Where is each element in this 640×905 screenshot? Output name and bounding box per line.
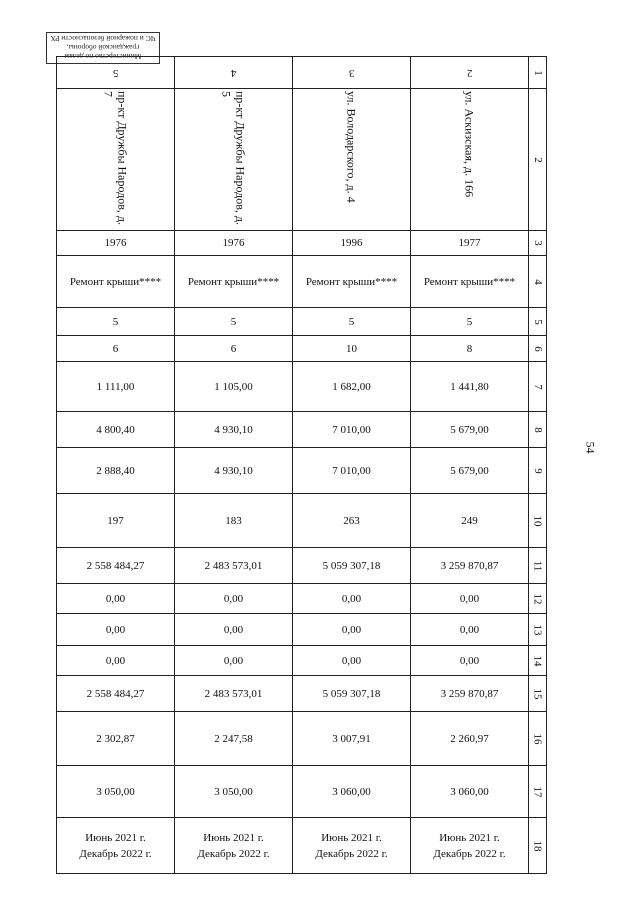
- row-number-cell: 15: [529, 676, 547, 712]
- value-cell: 3 060,00: [293, 766, 411, 818]
- main-table: [56, 56, 547, 874]
- value-cell: 4 930,10: [175, 412, 293, 448]
- table-row: [57, 494, 547, 548]
- page-number: 54: [583, 441, 598, 454]
- end-date: Декабрь 2022 г.: [79, 847, 152, 860]
- table-row: [57, 448, 547, 494]
- value-cell: 3 259 870,87: [411, 676, 529, 712]
- value-cell: 2 247,58: [175, 712, 293, 766]
- value-cell: 6: [57, 336, 175, 362]
- row-number-cell: 9: [529, 448, 547, 494]
- table-row: [57, 766, 547, 818]
- work-type-cell: Ремонт крыши****: [175, 256, 293, 308]
- value-cell: 4 930,10: [175, 448, 293, 494]
- row-number-cell: 17: [529, 766, 547, 818]
- stamp-line: Министерство по делам: [64, 52, 142, 61]
- value-cell: 1 105,00: [175, 362, 293, 412]
- start-date: Июнь 2021 г.: [203, 831, 264, 844]
- value-cell: 263: [293, 494, 411, 548]
- value-cell: 5: [293, 308, 411, 336]
- value-cell: 5 059 307,18: [293, 676, 411, 712]
- year-cell: 1976: [57, 231, 175, 256]
- value-cell: 3 050,00: [57, 766, 175, 818]
- row-number-cell: 5: [529, 308, 547, 336]
- value-cell: 2 558 484,27: [57, 676, 175, 712]
- value-cell: 5 679,00: [411, 448, 529, 494]
- work-type-cell: Ремонт крыши****: [411, 256, 529, 308]
- value-cell: 0,00: [411, 646, 529, 676]
- value-cell: 7 010,00: [293, 412, 411, 448]
- table-row: [57, 231, 547, 256]
- value-cell: 6: [175, 336, 293, 362]
- value-cell: 0,00: [411, 584, 529, 614]
- value-cell: 3 060,00: [411, 766, 529, 818]
- table-row: [57, 57, 547, 89]
- column-number-cell: 2: [411, 57, 529, 89]
- column-number-cell: 4: [175, 57, 293, 89]
- stamp-line: гражданской обороны,: [66, 43, 140, 52]
- end-date: Декабрь 2022 г.: [433, 847, 506, 860]
- value-cell: 0,00: [175, 584, 293, 614]
- row-number-cell: 16: [529, 712, 547, 766]
- value-cell: 1 441,80: [411, 362, 529, 412]
- value-cell: 1 111,00: [57, 362, 175, 412]
- value-cell: 5: [57, 308, 175, 336]
- year-cell: 1977: [411, 231, 529, 256]
- row-number-cell: 18: [529, 818, 547, 874]
- value-cell: 3 259 870,87: [411, 548, 529, 584]
- work-type-cell: Ремонт крыши****: [293, 256, 411, 308]
- value-cell: 2 888,40: [57, 448, 175, 494]
- address-cell: пр-кт Дружбы Народов, д. 5: [175, 89, 293, 231]
- value-cell: 1 682,00: [293, 362, 411, 412]
- table-row: [57, 676, 547, 712]
- date-range-cell: [293, 818, 411, 874]
- value-cell: 249: [411, 494, 529, 548]
- row-number-cell: 12: [529, 584, 547, 614]
- value-cell: 3 007,91: [293, 712, 411, 766]
- start-date: Июнь 2021 г.: [321, 831, 382, 844]
- table-row: [57, 584, 547, 614]
- value-cell: 0,00: [175, 646, 293, 676]
- value-cell: 5: [411, 308, 529, 336]
- end-date: Декабрь 2022 г.: [197, 847, 270, 860]
- value-cell: 2 558 484,27: [57, 548, 175, 584]
- value-cell: 3 050,00: [175, 766, 293, 818]
- row-number-cell: 1: [529, 57, 547, 89]
- value-cell: 183: [175, 494, 293, 548]
- table-row: [57, 614, 547, 646]
- value-cell: 2 483 573,01: [175, 548, 293, 584]
- start-date: Июнь 2021 г.: [85, 831, 146, 844]
- column-number-cell: 5: [57, 57, 175, 89]
- value-cell: 5 059 307,18: [293, 548, 411, 584]
- row-number-cell: 10: [529, 494, 547, 548]
- value-cell: 0,00: [57, 646, 175, 676]
- row-number-cell: 11: [529, 548, 547, 584]
- table-row: [57, 548, 547, 584]
- end-date: Декабрь 2022 г.: [315, 847, 388, 860]
- value-cell: 5 679,00: [411, 412, 529, 448]
- table-row: [57, 256, 547, 308]
- table-row: [57, 818, 547, 874]
- work-type-cell: Ремонт крыши****: [57, 256, 175, 308]
- value-cell: 5: [175, 308, 293, 336]
- address-cell: ул. Аскизская, д. 166: [411, 89, 529, 231]
- date-range-cell: [411, 818, 529, 874]
- column-number-cell: 3: [293, 57, 411, 89]
- value-cell: 7 010,00: [293, 448, 411, 494]
- table-row: [57, 646, 547, 676]
- date-range-cell: [175, 818, 293, 874]
- value-cell: 4 800,40: [57, 412, 175, 448]
- row-number-cell: 13: [529, 614, 547, 646]
- value-cell: 0,00: [411, 614, 529, 646]
- value-cell: 10: [293, 336, 411, 362]
- start-date: Июнь 2021 г.: [439, 831, 500, 844]
- table-row: [57, 308, 547, 336]
- date-range-cell: [57, 818, 175, 874]
- row-number-cell: 7: [529, 362, 547, 412]
- value-cell: 0,00: [57, 584, 175, 614]
- stamp-line: ЧС и пожарной безопасности РХ: [50, 34, 156, 43]
- table-row: [57, 362, 547, 412]
- year-cell: 1976: [175, 231, 293, 256]
- row-number-cell: 3: [529, 231, 547, 256]
- address-cell: ул. Володарского, д. 4: [293, 89, 411, 231]
- value-cell: 2 260,97: [411, 712, 529, 766]
- row-number-cell: 6: [529, 336, 547, 362]
- value-cell: 8: [411, 336, 529, 362]
- row-number-cell: 14: [529, 646, 547, 676]
- value-cell: 197: [57, 494, 175, 548]
- value-cell: 2 483 573,01: [175, 676, 293, 712]
- table-row: [57, 336, 547, 362]
- row-number-cell: 2: [529, 89, 547, 231]
- value-cell: 0,00: [293, 584, 411, 614]
- value-cell: 2 302,87: [57, 712, 175, 766]
- row-number-cell: 8: [529, 412, 547, 448]
- year-cell: 1996: [293, 231, 411, 256]
- value-cell: 0,00: [293, 614, 411, 646]
- row-number-cell: 4: [529, 256, 547, 308]
- value-cell: 0,00: [293, 646, 411, 676]
- table-row: [57, 712, 547, 766]
- table-row: [57, 89, 547, 231]
- value-cell: 0,00: [175, 614, 293, 646]
- address-cell: пр-кт Дружбы Народов, д. 7: [57, 89, 175, 231]
- table-row: [57, 412, 547, 448]
- value-cell: 0,00: [57, 614, 175, 646]
